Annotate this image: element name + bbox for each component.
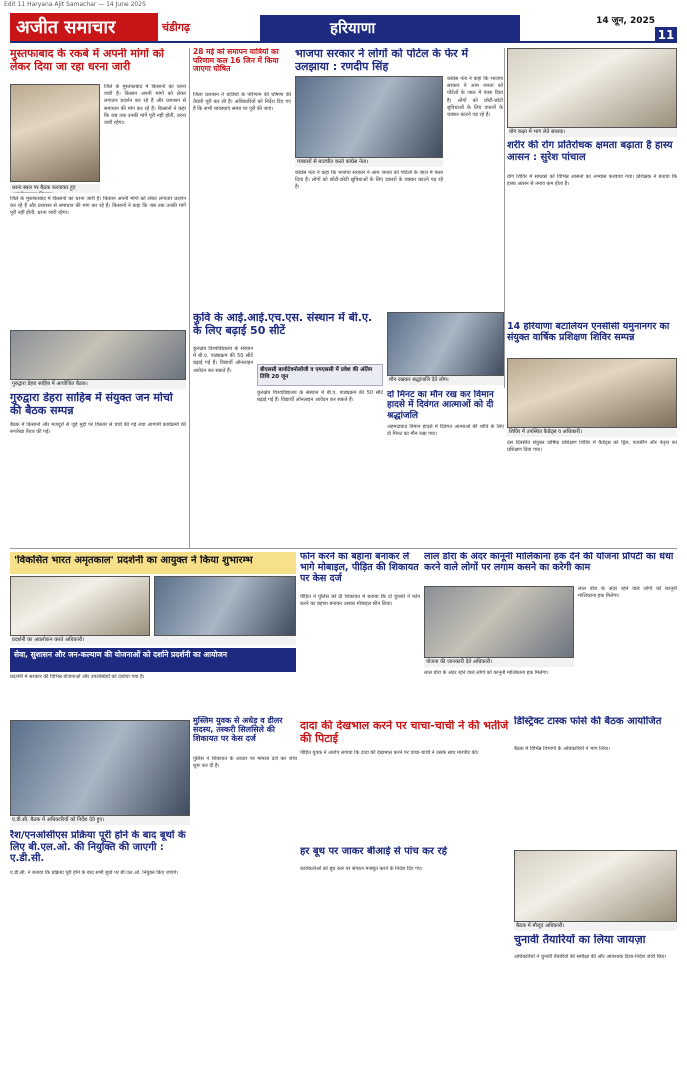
article-body: कार्यकर्ताओं को बूथ स्तर पर संगठन मजबूत करने के निर्देश दिए गए।	[300, 866, 423, 872]
photo-caption: पत्रकारों से बातचीत करते कांग्रेस नेता।	[295, 158, 443, 167]
masthead	[10, 13, 677, 43]
page-number: 11	[655, 27, 677, 43]
photo-caption: ए.डी.सी. बैठक में अधिकारियों को निर्देश देते हुए।	[10, 816, 190, 825]
article-body: लाल डोरा के अंदर रहने वाले लोगों को कानूनी मालिकाना हक मिलेगा।	[424, 670, 549, 676]
article-a12	[193, 716, 297, 856]
article-a6	[10, 330, 186, 548]
news-photo	[10, 576, 150, 636]
news-photo	[10, 330, 186, 380]
article-a1	[10, 48, 186, 328]
callout-box: बीएससी बायोटेक्नोलॉजी व एमएससी में प्रवेश की अंतिम तिथि 20 जून	[257, 364, 383, 386]
article-body: पुलिस ने शिकायत के आधार पर मामला दर्ज कर जांच शुरू कर दी है।	[193, 756, 297, 770]
news-photo	[387, 312, 504, 376]
headline: चुनावी तैयारियों का लिया जायज़ा	[514, 934, 646, 946]
article-body: पीड़ित युवक ने आरोप लगाया कि दादा की देखभाल करने पर चाचा-चाची ने उसके साथ मारपीट की।	[300, 750, 479, 756]
headline: 28 मई को समापन यात्रियों का परिणाम कल 16 जिन में किया जाएगा घोषित	[193, 48, 279, 74]
city-label: चंडीगढ़	[162, 21, 191, 34]
article-body: योग शिविर में साधकों को विभिन्न आसनों का अभ्यास करवाया गया। प्रशिक्षक ने बताया कि हास्य आसन से तनाव कम होता है।	[507, 174, 677, 188]
news-photo	[514, 850, 677, 922]
article-a5	[193, 312, 383, 548]
headline: रैश/एनओसीएस प्रक्रिया पूरी होने के बाद बूथों के लिए बी.एल.ओ. की नियुक्ति की जाएगी : ए.डी.सी.	[10, 830, 186, 864]
article-body: अधिकारियों ने चुनावी तैयारियों की समीक्षा की और आवश्यक दिशा-निर्देश जारी किए।	[514, 954, 667, 960]
news-photo	[10, 84, 100, 182]
news-photo	[507, 358, 677, 428]
article-a14b	[300, 846, 510, 1085]
article-body: कुरुक्षेत्र विश्वविद्यालय के संस्थान में बी.ए. पाठ्यक्रम की 50 सीटें बढ़ाई गई हैं। विद्यार्थी ऑनलाइन आवेदन कर सकते हैं।	[193, 346, 253, 374]
article-a11	[424, 552, 677, 712]
headline: शरीर की रोग प्रतिरोधक क्षमता बढ़ाता है हास्य आसन : सुरेश पांचाल	[507, 140, 673, 163]
headline: 14 हरियाणा बटालियन एनसीसी यमुनानगर का संयुक्त वार्षिक प्रशिक्षण शिविर सम्पन्न	[507, 322, 670, 343]
article-a7	[507, 308, 677, 548]
headline: कुवि के आई.आई.एच.एस. संस्थान में बी.ए. के लिए बढ़ाई 50 सीटें	[193, 312, 373, 337]
article-body: दस दिवसीय संयुक्त वार्षिक प्रशिक्षण शिविर में कैडेट्स को ड्रिल, फायरिंग और नेतृत्व का प्रशिक्षण दिया गया।	[507, 440, 677, 454]
photo-caption: मौन रखकर श्रद्धांजलि देते लोग।	[387, 376, 504, 385]
news-photo	[154, 576, 296, 636]
headline: भाजपा सरकार ने लोगों को पोर्टल के फेर में उलझाया : रणदीप सिंह	[295, 48, 469, 73]
headline: गुरुद्वारा डेहरा साहिब में संयुक्त जन मोर्चा की बैठक सम्पन्न	[10, 392, 173, 417]
article-body: लाल डोरा के अंदर रहने वाले लोगों को कानूनी मालिकाना हक मिलेगा।	[578, 586, 677, 600]
article-a10	[300, 552, 420, 702]
section-title: हरियाणा	[260, 15, 520, 41]
photo-caption: धरना स्थल पर बैठक करवाकर हुए	[10, 184, 100, 193]
article-body: पीड़ित ने पुलिस को दी शिकायत में बताया कि दो युवकों ने फोन करने का बहाना बनाकर उसका मोबाइल छीन लिया।	[300, 594, 420, 608]
photo-caption: योग कक्षा में भाग लेते साधक।	[507, 128, 677, 137]
article-a2	[193, 48, 291, 298]
headline: डिस्ट्रिक्ट टास्क फोर्स की बैठक आयोजित	[514, 716, 662, 727]
news-photo	[507, 48, 677, 128]
article-a16	[514, 850, 677, 1085]
article-body: कांग्रेस नेता ने कहा कि भाजपा सरकार ने आम जनता को पोर्टलों के जाल में फंसा दिया है। लोगों को छोटी-छोटी सुविधाओं के लिए दफ्तरों के चक्कर काटने पड़ रहे हैं।	[447, 76, 503, 119]
photo-caption: बैठक में मौजूद अधिकारी।	[514, 922, 677, 931]
article-a8	[387, 312, 504, 548]
photo-caption: शिविर में उपस्थित कैडेट्स व अधिकारी।	[507, 428, 677, 437]
news-photo	[424, 586, 574, 658]
article-a15	[10, 720, 190, 1085]
headline: मुस्तफाबाद के रकबे में अपनी मांगों को लेकर दिया जा रहा धरना जारी	[10, 48, 165, 73]
article-body: प्रदर्शनी में सरकार की विभिन्न योजनाओं और उपलब्धियों को दर्शाया गया है।	[10, 674, 145, 680]
article-body: कुरुक्षेत्र विश्वविद्यालय के संस्थान में बी.ए. पाठ्यक्रम की 50 सीटें बढ़ाई गई हैं। विद्यार्थी ऑनलाइन आवेदन कर सकते हैं।	[257, 390, 383, 404]
news-photo	[295, 76, 443, 158]
article-body: जिला प्रशासन ने यात्रियों के परिणाम की घोषणा की तैयारी पूरी कर ली है। अधिकारियों को निर्देश दिए गए हैं कि सभी व्यवस्थाएं समय पर पूरी की जाएं।	[193, 92, 291, 113]
article-a9	[10, 576, 296, 716]
article-body: कांग्रेस नेता ने कहा कि भाजपा सरकार ने आम जनता को पोर्टलों के जाल में फंसा दिया है। लोगों को छोटी-छोटी सुविधाओं के लिए दफ्तरों के चक्कर काटने पड़ रहे हैं।	[295, 170, 443, 191]
headline: दादा की देखभाल करने पर चाचा-चाची ने की भतीजे की पिटाई	[300, 720, 509, 745]
article-a4	[507, 48, 677, 306]
article-a13	[300, 720, 510, 840]
subheadline: सेवा, सुशासन और जन-कल्याण की योजनाओं को दर्शाने प्रदर्शनी का आयोजन	[10, 648, 296, 672]
article-a3	[295, 48, 503, 308]
photo-caption: योजना की जानकारी देते अधिकारी।	[424, 658, 574, 667]
article-body: जिले के मुस्तफाबाद में किसानों का धरना जारी है। किसान अपनी मांगों को लेकर लगातार प्रदर्शन कर रहे हैं और प्रशासन से समाधान की मांग कर रहे हैं। किसानों ने कहा कि जब तक उनकी मांगें पूरी नहीं होतीं, धरना जारी रहेगा।	[10, 196, 186, 217]
headline: मुस्लिम युवक से अधेड़ व डीलर सदस्य, तस्करी सिलसिले की शिकायत पर केस दर्ज	[193, 716, 283, 744]
column-rule	[189, 48, 190, 548]
page-slug: Edit 11 Haryana Ajit Samachar — 14 June 2025	[4, 1, 146, 8]
article-body: जिले के मुस्तफाबाद में किसानों का धरना जारी है। किसान अपनी मांगों को लेकर लगातार प्रदर्शन कर रहे हैं और प्रशासन से समाधान की मांग कर रहे हैं। किसानों ने कहा कि जब तक उनकी मांगें पूरी नहीं होतीं, धरना जारी रहेगा।	[104, 84, 186, 127]
article-body: अहमदाबाद विमान हादसे में दिवंगत आत्माओं की शांति के लिए दो मिनट का मौन रखा गया।	[387, 424, 504, 438]
column-rule	[504, 48, 505, 388]
photo-caption: गुरुद्वारा डेहरा साहिब में आयोजित बैठक।	[10, 380, 186, 389]
headline: दो मिनट का मौन रख कर विमान हादसे में दिवंगत आत्माओं को दी श्रद्धांजलि	[387, 390, 494, 421]
article-a14	[514, 716, 677, 846]
headline: फोन करने का बहाना बनाकर ले भागे मोबाइल, पीड़ित की शिकायत पर केस दर्ज	[300, 552, 419, 584]
horizontal-rule	[10, 548, 677, 549]
headline: हर बूथ पर जाकर बीआई से पांच कर रहे	[300, 846, 447, 857]
headline: 'विकसित भारत अमृतकाल' प्रदर्शनी का आयुक्त ने किया शुभारम्भ	[14, 555, 253, 566]
headline: लाल डोरा के अंदर कानूनी मालिकाना हक देने की योजना प्रॉपर्टी का धंधा करने वाले लोगों पर लगाम कसने का करेगी काम	[424, 552, 674, 573]
article-body: बैठक में विभिन्न विभागों के अधिकारियों ने भाग लिया।	[514, 746, 610, 752]
edition-date: 14 जून, 2025	[596, 16, 655, 26]
feature-band	[10, 552, 296, 574]
article-body: बैठक में किसानों और मजदूरों से जुड़े मुद्दों पर विस्तार से चर्चा की गई तथा आगामी कार्यक्रमों की रूपरेखा तैयार की गई।	[10, 422, 186, 436]
photo-caption: प्रदर्शनी का अवलोकन करते अधिकारी।	[10, 636, 296, 645]
newspaper-logo: अजीत समाचार	[10, 13, 158, 43]
news-photo	[10, 720, 190, 816]
article-body: ए.डी.सी. ने बताया कि प्रक्रिया पूरी होने के बाद सभी बूथों पर बी.एल.ओ. नियुक्त किए जाएंगे।	[10, 870, 179, 876]
